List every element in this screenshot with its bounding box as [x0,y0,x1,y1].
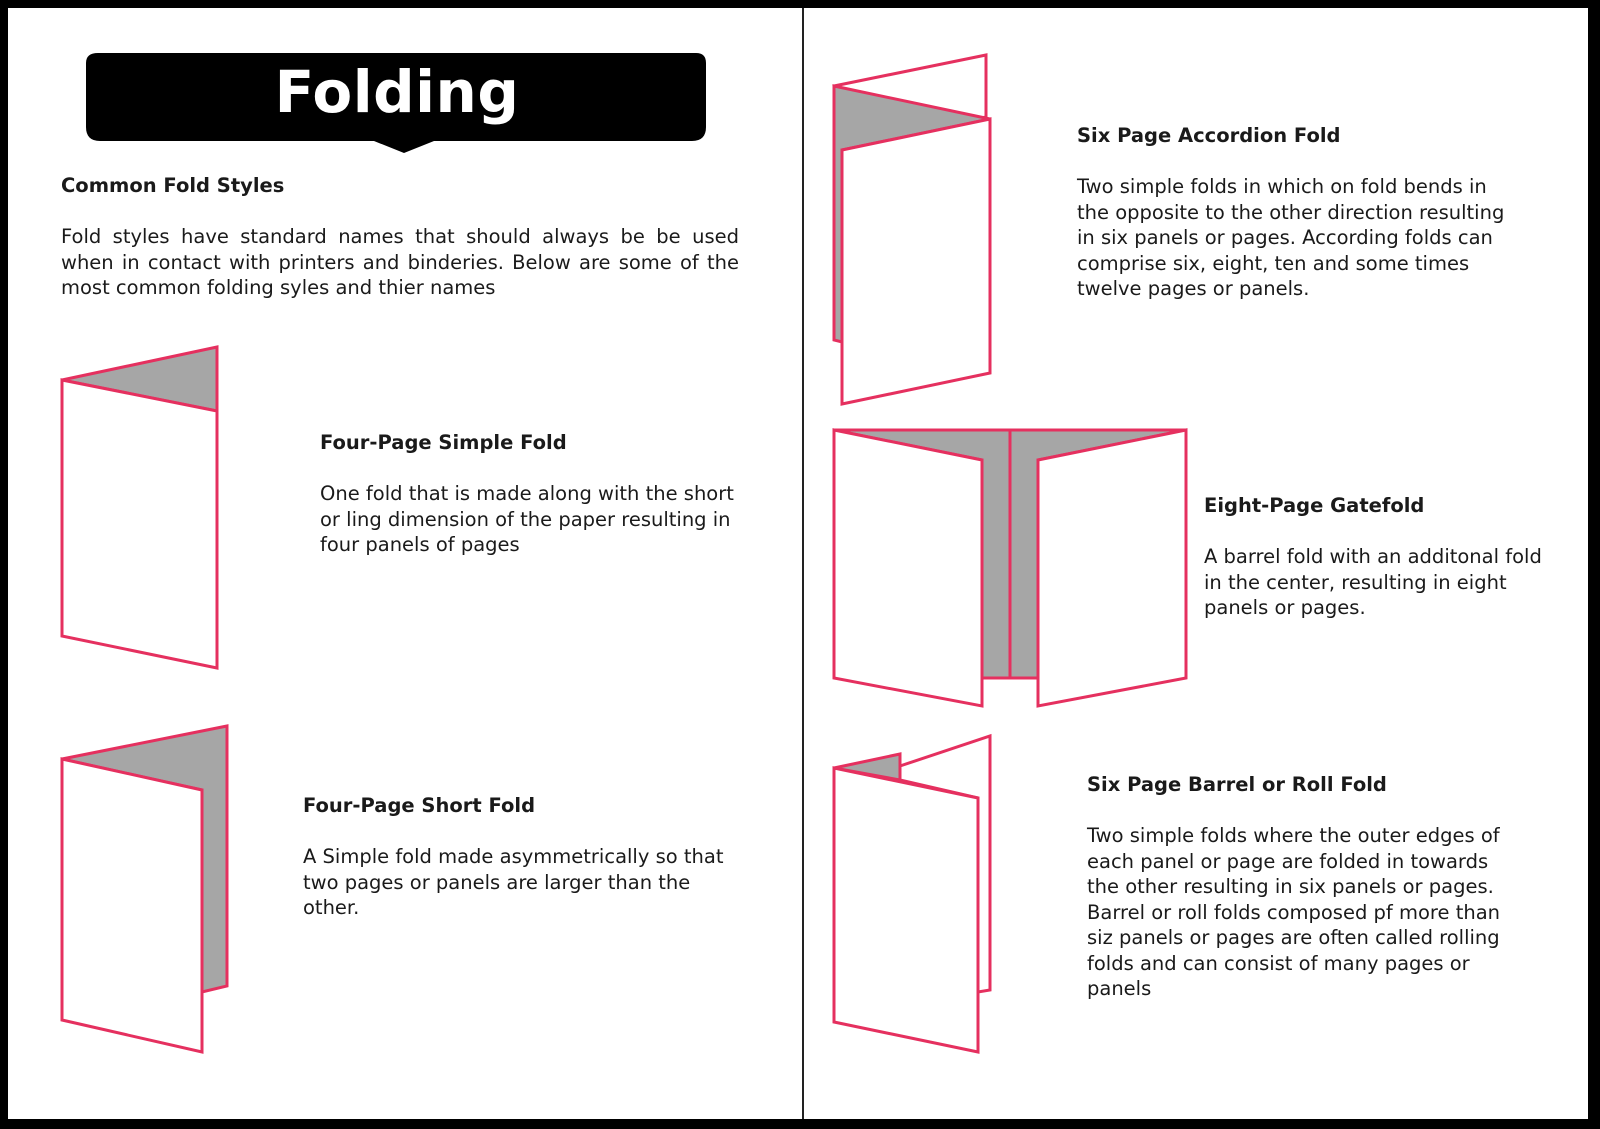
gatefold-left-flap [834,430,982,706]
fold-description: Two simple folds in which on fold bends in the opposite to the other direction resulting in six panels or pages. According folds can comprise six, eight, ten and some times twelve pages or panels. [1077,175,1505,300]
short-fold-front-panel [62,759,202,1052]
fold-heading: Eight-Page Gatefold [1204,494,1425,517]
gatefold-right-flap [1038,430,1186,706]
fold-description: One fold that is made along with the short or ling dimension of the paper resulting in four panels of pages [320,482,734,556]
simple-fold-diagram [62,347,217,668]
barrel-fold-front-panel [834,768,978,1052]
barrel-fold-diagram [834,736,990,1052]
fold-heading: Six Page Accordion Fold [1077,124,1341,147]
gatefold-diagram [834,430,1186,706]
fold-description: A barrel fold with an additonal fold in the center, resulting in eight panels or pages. [1204,545,1542,619]
intro-heading: Common Fold Styles [61,174,285,197]
short-fold-diagram [62,726,227,1052]
accordion-fold-front-panel [842,119,990,404]
page-title: Folding [274,58,520,126]
fold-heading: Six Page Barrel or Roll Fold [1087,773,1387,796]
fold-description: A Simple fold made asymmetrically so that two pages or panels are larger than the other. [303,845,724,919]
intro-text: Fold styles have standard names that should always be be used when in contact with printers and binderies. Below are some of the most common folding syles and thier names [61,225,739,299]
fold-heading: Four-Page Simple Fold [320,431,567,454]
fold-description: Two simple folds where the outer edges of each panel or page are folded in towards the other resulting in six panels or pages. Barrel or roll folds composed pf more than siz panels or pages are often called rolling folds and can consist of many pages or panels [1087,824,1501,1000]
fold-heading: Four-Page Short Fold [303,794,536,817]
simple-fold-front-panel [62,380,217,668]
accordion-fold-diagram [834,55,990,404]
